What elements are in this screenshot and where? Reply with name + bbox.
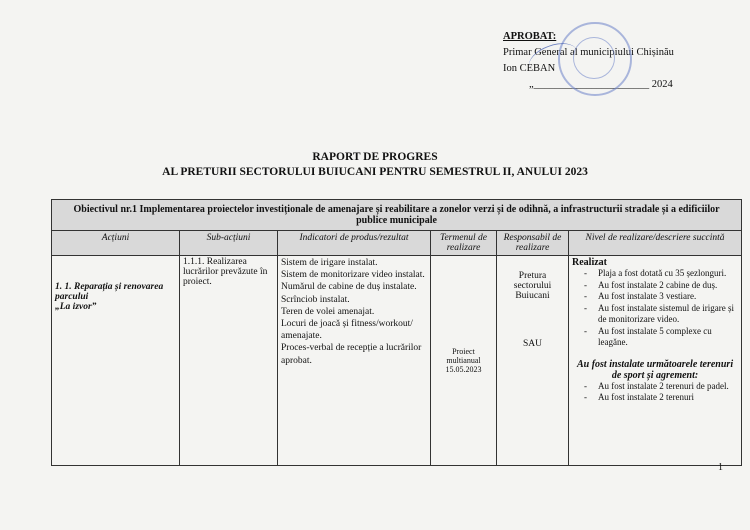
indicator-item: Scrînciob instalat.	[281, 294, 350, 305]
objective-text: Obiectivul nr.1 Implementarea proiectelor investiționale de amenajare și reabilitare a zonelor verzi și de odihnă, a infrastructurii stradale și a edificiilor publice municipale	[52, 200, 742, 231]
approval-name: Ion CEBAN	[503, 63, 556, 74]
responsible-org: Pretura sectorului Buiucani	[513, 271, 552, 301]
header-subactions: Sub-acțiuni	[180, 231, 278, 256]
indicator-item: Teren de volei amenajat.	[281, 306, 375, 317]
list-item: - Au fost instalate 5 complexe cu leagăne.	[586, 326, 738, 349]
status-list	[572, 268, 738, 349]
header-term: Termenul de realizare	[431, 231, 497, 256]
objective-row	[52, 200, 742, 231]
subaction-cell: 1.1.1. Realizarea lucrărilor prevăzute în proiect.	[180, 256, 278, 466]
indicators-cell	[278, 256, 431, 466]
list-item: - Au fost instalate 2 cabine de duș.	[586, 280, 738, 292]
header-row	[52, 231, 742, 256]
action-cell	[52, 256, 180, 466]
status-subheading: Au fost instalate următoarele terenuri de sport și agrement:	[576, 358, 734, 381]
indicator-item: Proces-verbal de recepție a lucrărilor aprobat.	[281, 343, 422, 366]
status-label: Realizat	[572, 257, 607, 268]
list-item: - Plaja a fost dotată cu 35 șezlonguri.	[586, 268, 738, 280]
term-line: Proiect	[452, 347, 475, 356]
responsible-cell	[497, 256, 569, 466]
term-date: 15.05.2023	[445, 365, 482, 374]
status-list-2	[572, 381, 738, 404]
approval-position: Primar General al municipiului Chișinău	[503, 47, 674, 58]
term-cell	[431, 256, 497, 466]
indicator-item: Sistem de irigare instalat.	[281, 258, 378, 268]
report-subtitle: AL PRETURII SECTORULUI BUIUCANI PENTRU SEMESTRUL II, ANULUI 2023	[162, 166, 588, 178]
header-status: Nivel de realizare/descriere succintă	[569, 231, 742, 256]
progress-table	[51, 199, 742, 466]
status-cell	[569, 256, 742, 466]
list-item: - Au fost instalate 3 vestiare.	[586, 291, 738, 303]
header-indicators: Indicatori de produs/rezultat	[278, 231, 431, 256]
table-row	[52, 256, 742, 466]
report-title: RAPORT DE PROGRES	[312, 151, 438, 163]
list-item: - Au fost instalate 2 terenuri de padel.	[586, 381, 738, 393]
approval-heading: APROBAT:	[503, 31, 557, 42]
list-item: - Au fost instalate sistemul de irigare și de monitorizare video.	[586, 303, 738, 326]
indicator-item: Locuri de joacă și fitness/workout/ amenajate.	[281, 319, 413, 342]
header-responsible: Responsabil de realizare	[497, 231, 569, 256]
action-title: 1. 1. Reparația și renovarea parcului	[55, 282, 164, 302]
indicator-item: Sistem de monitorizare video instalat.	[281, 270, 425, 281]
list-item: - Au fost instalate 2 terenuri	[586, 392, 738, 404]
header-actions: Acțiuni	[52, 231, 180, 256]
responsible-sau: SAU	[522, 339, 542, 349]
indicator-item: Numărul de cabine de duș instalate.	[281, 282, 417, 293]
page-number: 1	[718, 462, 723, 473]
action-park-name: „La izvor”	[55, 302, 97, 312]
term-line: multianual	[446, 356, 481, 365]
approval-date-line: „______________________ 2024	[529, 79, 673, 90]
